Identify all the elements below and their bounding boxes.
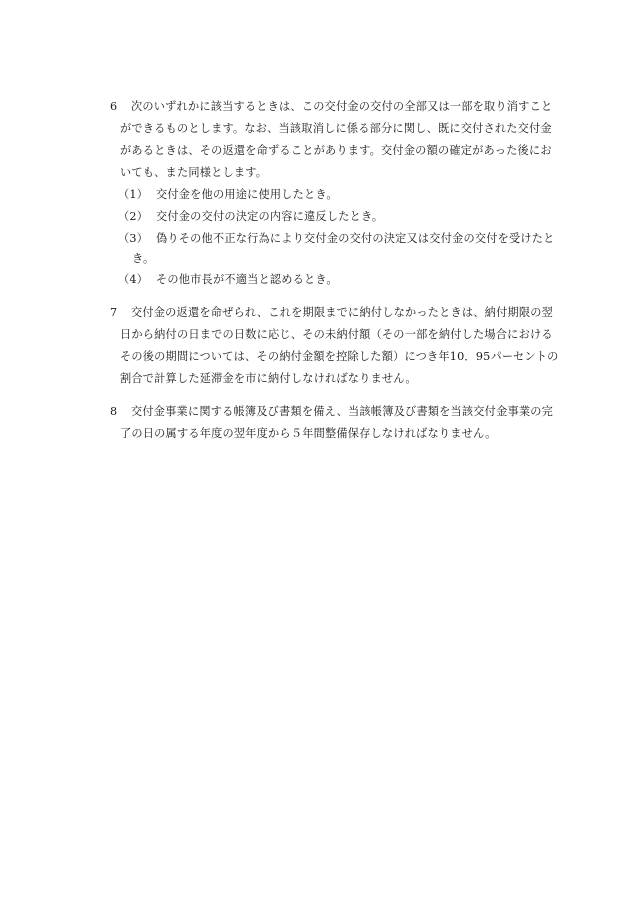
section-6-line-3: があるときは、その返還を命ずることがあります。交付金の額の確定があった後にお — [120, 144, 552, 157]
section-8-line-1: 交付金事業に関する帳簿及び書類を備え、当該帳簿及び書類を当該交付金事業の完 — [131, 405, 554, 418]
section-6-number: 6 — [110, 100, 118, 113]
section-6-item-1-text: 交付金を他の用途に使用したとき。 — [156, 188, 338, 201]
section-6-line-4: いても、また同様とします。 — [120, 166, 268, 179]
section-8-number: 8 — [110, 405, 118, 418]
section-6-item-4-text: その他市長が不適当と認めるとき。 — [156, 273, 338, 286]
section-6-line-2: ができるものとします。なお、当該取消しに係る部分に関し、既に交付された交付金 — [120, 122, 552, 135]
section-6-item-3-continuation: き。 — [132, 252, 155, 265]
section-6-item-2-label: （2） — [118, 210, 149, 223]
section-6-item-3-text: 偽りその他不正な行為により交付金の交付の決定又は交付金の交付を受けたと — [156, 232, 555, 245]
section-7-line-2: 日から納付の日までの日数に応じ、その未納付額（その一部を納付した場合における — [120, 328, 553, 341]
section-6-item-1-label: （1） — [118, 188, 149, 201]
section-8-line-2: 了の日の属する年度の翌年度から５年間整備保存しなければなりません。 — [120, 427, 497, 440]
section-7-line-1: 交付金の返還を命ぜられ、これを期限までに納付しなかったときは、納付期限の翌 — [131, 306, 554, 319]
section-7-line-3: その後の期間については、その納付金額を控除した額）につき年10．95パーセントの — [120, 350, 559, 363]
section-7-line-4: 割合で計算した延滞金を市に納付しなければなりません。 — [120, 372, 417, 385]
section-7-number: 7 — [110, 306, 118, 319]
section-6-item-3-label: （3） — [118, 232, 149, 245]
section-6-line-1: 次のいずれかに該当するときは、この交付金の交付の全部又は一部を取り消すこと — [131, 100, 553, 113]
section-6-item-2-text: 交付金の交付の決定の内容に違反したとき。 — [156, 210, 384, 223]
section-6-item-4-label: （4） — [118, 273, 149, 286]
